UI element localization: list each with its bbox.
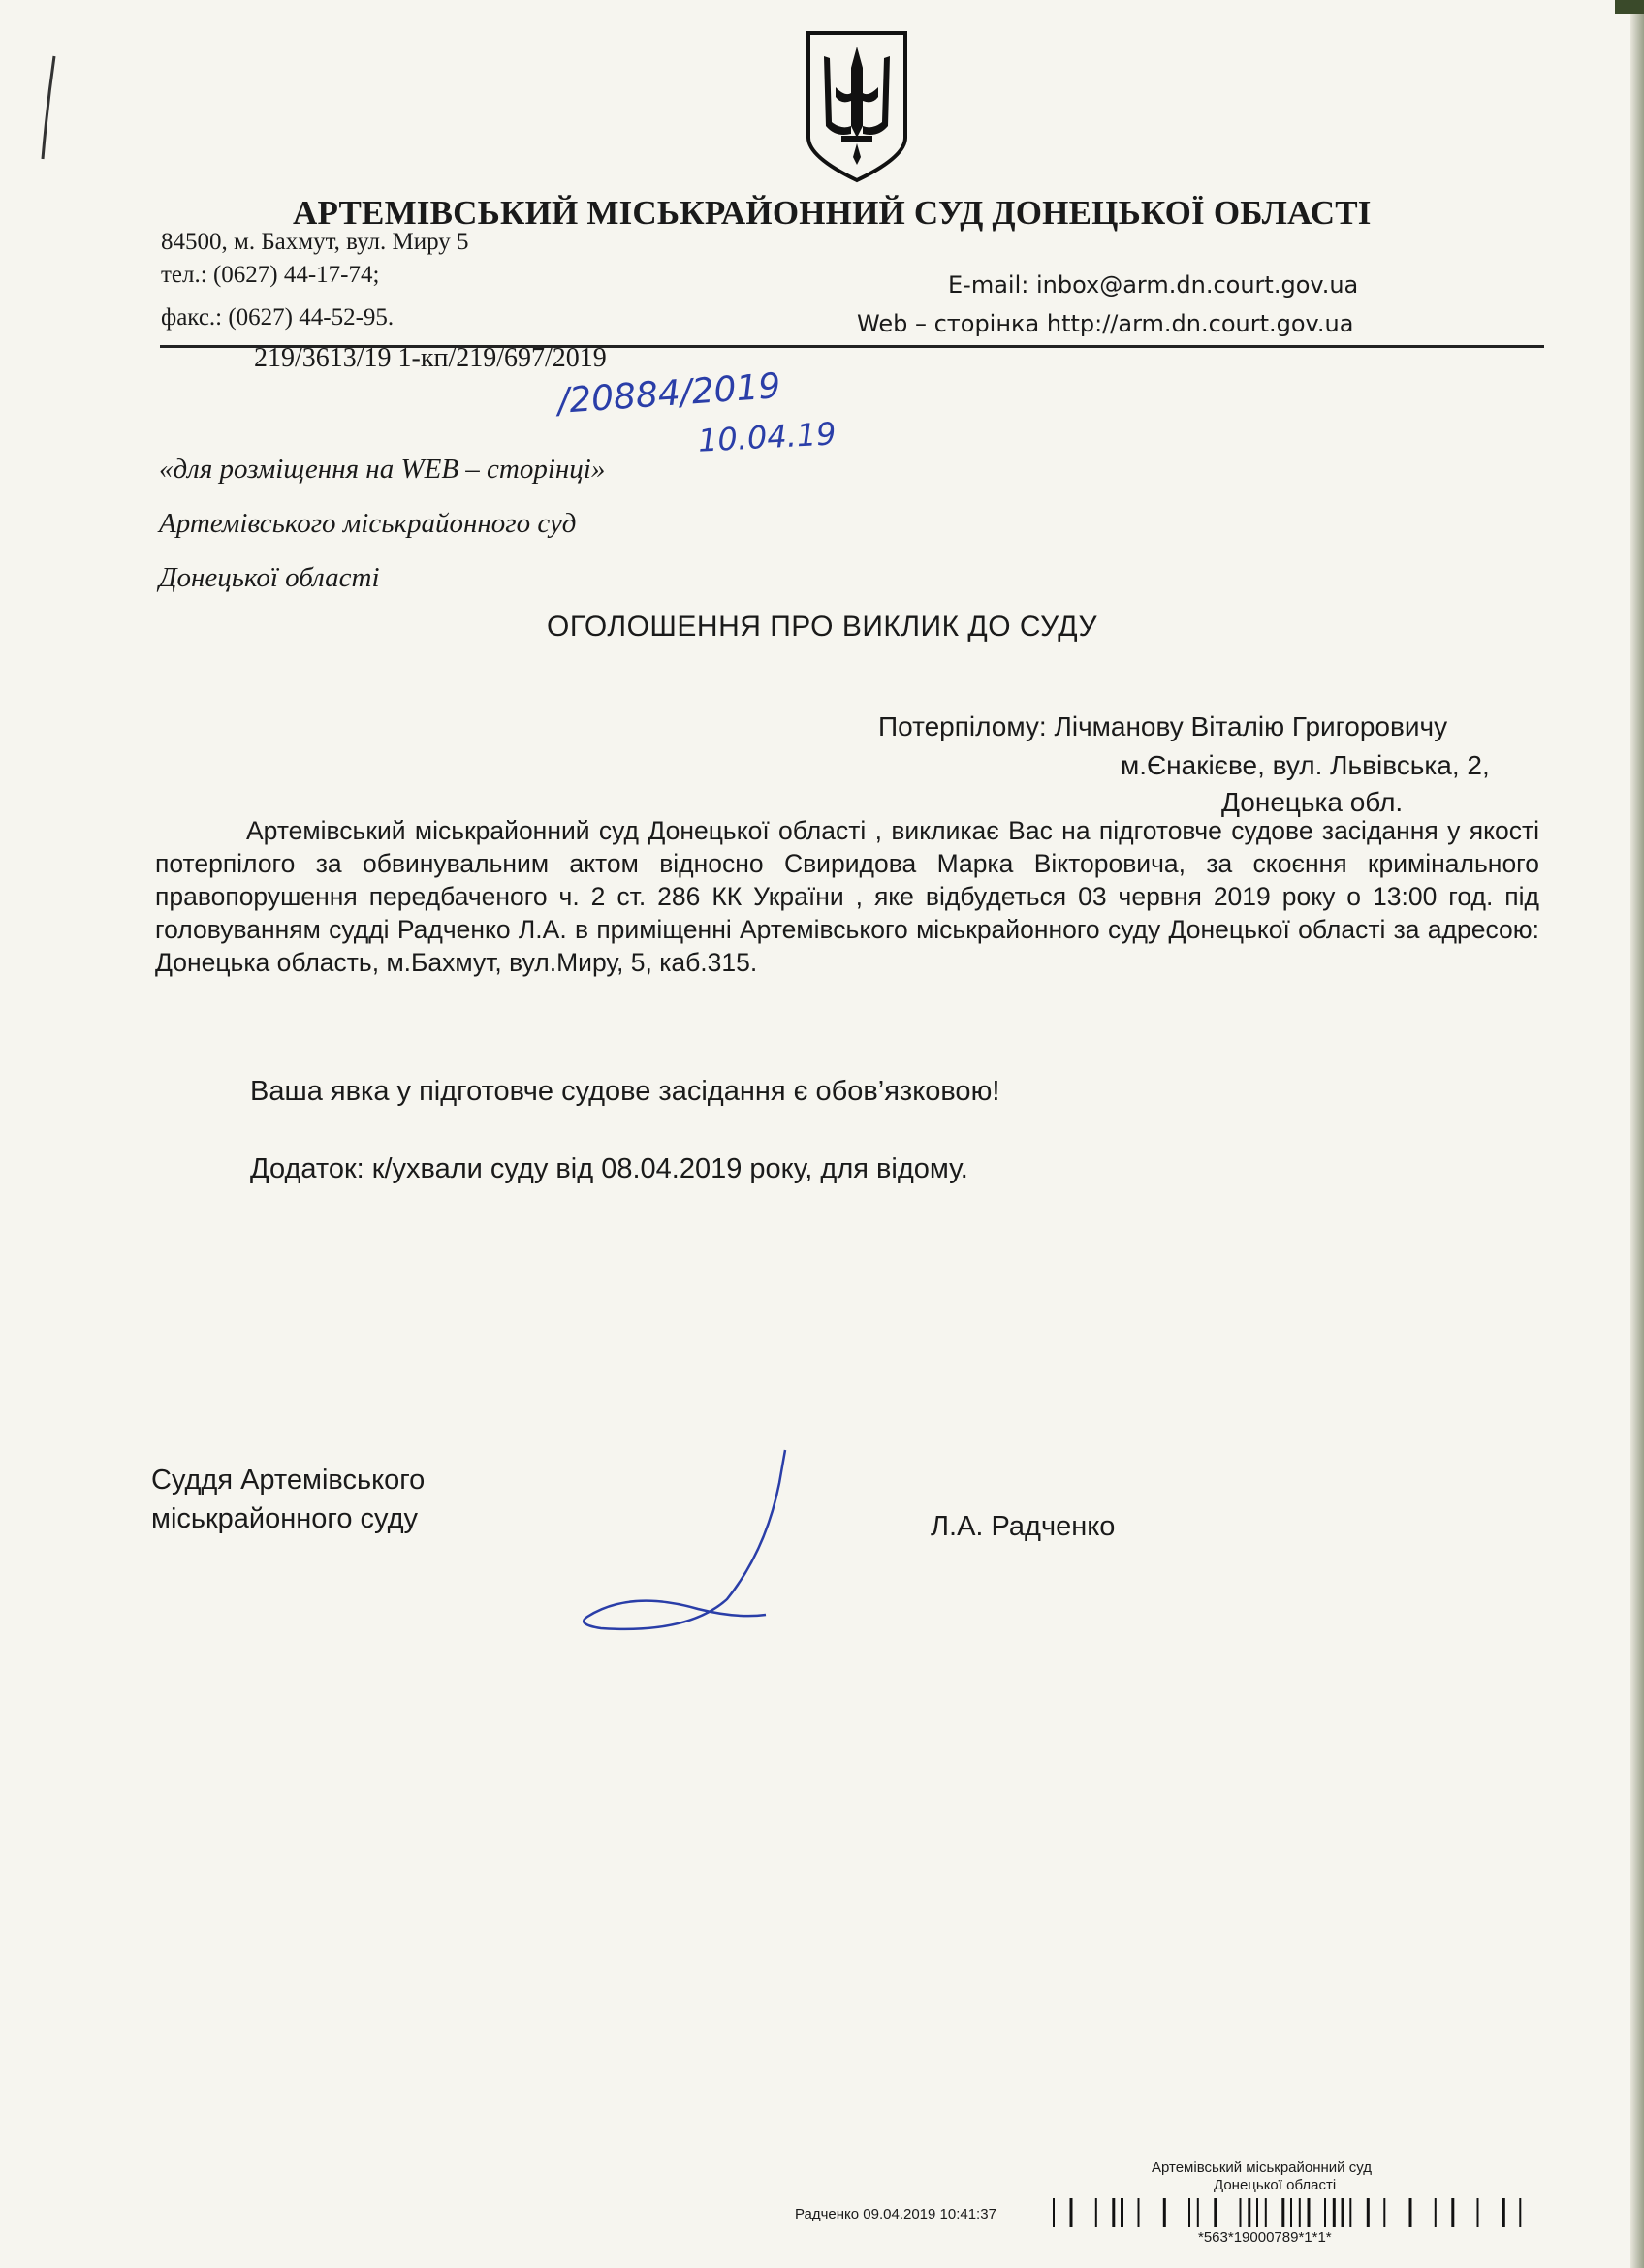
barcode-bar [1367, 2198, 1370, 2227]
barcode-bar [1290, 2198, 1292, 2227]
barcode-text: *563*19000789*1*1* [1198, 2229, 1332, 2246]
signature-position-line2: міськрайонного суду [151, 1503, 419, 1534]
handwritten-signature [572, 1444, 805, 1648]
barcode-bar [1214, 2198, 1217, 2227]
signature-position-line1: Суддя Артемівського [151, 1465, 426, 1496]
barcode-bar [1451, 2198, 1454, 2227]
barcode-bar [1197, 2198, 1199, 2227]
barcode-bar [1502, 2198, 1505, 2227]
judge-name: Л.А. Радченко [931, 1511, 1116, 1542]
scan-edge [1630, 0, 1644, 2268]
court-name: АРТЕМІВСЬКИЙ МІСЬКРАЙОННИЙ СУД ДОНЕЦЬКОЇ ОБЛАСТІ [293, 194, 1372, 232]
barcode-bar [1265, 2198, 1267, 2227]
margin-pen-mark [39, 54, 58, 161]
barcode-bar [1138, 2198, 1140, 2227]
footer-court-line1: Артемівський міськрайонний суд [1152, 2159, 1372, 2176]
recipient-name: Потерпілому: Лічманову Віталію Григоровичу [878, 711, 1448, 741]
barcode-bar [1383, 2198, 1385, 2227]
barcode-bar [1121, 2198, 1123, 2227]
barcode-bar [1477, 2198, 1479, 2227]
trident-emblem-icon [803, 29, 911, 184]
attachment-note: Додаток: к/ухвали суду від 08.04.2019 року, для відому. [250, 1153, 968, 1184]
barcode [1053, 2198, 1528, 2227]
barcode-bar [1435, 2198, 1437, 2227]
recipient-address: м.Єнакієве, вул. Львівська, 2, [1121, 750, 1490, 780]
barcode-bar [1281, 2198, 1284, 2227]
barcode-bar [1053, 2198, 1055, 2227]
court-address: 84500, м. Бахмут, вул. Миру 5 [161, 229, 469, 255]
barcode-bar [1519, 2198, 1521, 2227]
handwritten-reg-number: /20884/2019 [555, 366, 782, 422]
document-title: ОГОЛОШЕННЯ ПРО ВИКЛИК ДО СУДУ [546, 611, 1098, 643]
court-fax: факс.: (0627) 44-52-95. [161, 304, 395, 331]
barcode-bar [1256, 2198, 1258, 2227]
publication-note-line2: Артемівського міськрайонного суд [159, 508, 577, 539]
barcode-bar [1095, 2198, 1097, 2227]
publication-note-line1: «для розміщення на WEB – сторінці» [159, 454, 606, 485]
recipient-region: Донецька обл. [1221, 787, 1404, 817]
barcode-bar [1308, 2198, 1311, 2227]
barcode-bar [1240, 2198, 1242, 2227]
barcode-bar [1112, 2198, 1115, 2227]
summons-body: Артемівський міськрайонний суд Донецької області , викликає Вас на підготовче судове засідання у якості потерпілого за обвинувальним актом відносно Свиридова Марка Вікторовича, за скоєння кримінального правопорушення передбаченого ч. 2 ст. 286 КК України , яке відбудеться 03 червня 2019 року о 13:00 год. під головуванням судді Радченко Л.А. в приміщенні Артемівського міськрайонного суду Донецької області за адресою: Донецька область, м.Бахмут, вул.Миру, 5, каб.315. [155, 816, 1539, 977]
barcode-bar [1333, 2198, 1336, 2227]
barcode-bar [1163, 2198, 1166, 2227]
footer-court-line2: Донецької області [1214, 2177, 1337, 2193]
barcode-bar [1248, 2198, 1250, 2227]
case-number: 219/3613/19 1-кп/219/697/2019 [254, 343, 607, 373]
barcode-bar [1409, 2198, 1412, 2227]
barcode-bar [1349, 2198, 1351, 2227]
barcode-bar [1070, 2198, 1073, 2227]
court-phone: тел.: (0627) 44-17-74; [161, 262, 380, 288]
attendance-note: Ваша явка у підготовче судове засідання є обов’язковою! [250, 1076, 1000, 1107]
barcode-bar [1188, 2198, 1190, 2227]
scan-corner [1615, 0, 1644, 14]
footer-registration: Радченко 09.04.2019 10:41:37 [795, 2206, 996, 2222]
barcode-bar [1324, 2198, 1326, 2227]
handwritten-reg-date: 10.04.19 [697, 415, 838, 459]
barcode-bar [1299, 2198, 1301, 2227]
court-email: E-mail: inbox@arm.dn.court.gov.ua [948, 271, 1359, 299]
barcode-bar [1342, 2198, 1344, 2227]
publication-note-line3: Донецької області [159, 562, 380, 593]
court-website: Web – сторінка http://arm.dn.court.gov.ua [857, 310, 1354, 337]
